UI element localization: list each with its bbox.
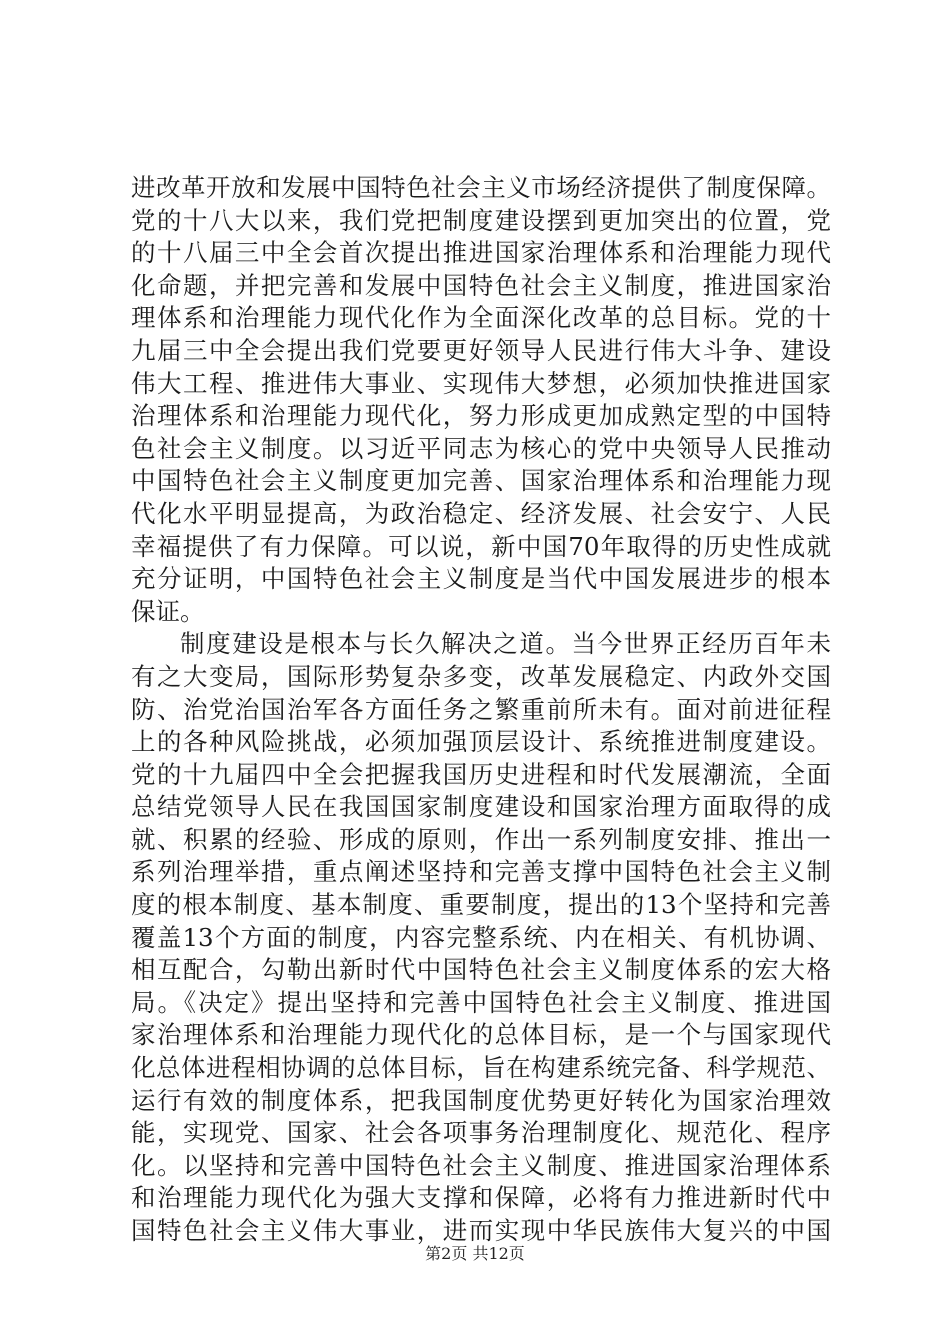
text-line: 就、积累的经验、形成的原则，作出一系列制度安排、推出一 [131,824,831,854]
text-line: 保证。 [131,596,205,626]
text-line: 总结党领导人民在我国国家制度建设和国家治理方面取得的成 [131,792,831,822]
text-line: 有之大变局，国际形势复杂多变，改革发展稳定、内政外交国 [131,661,831,691]
page-number-footer: 第2页 共12页 [425,1244,525,1263]
text-line: 防、治党治国治军各方面任务之繁重前所未有。面对前进征程 [131,694,831,724]
text-line: 运行有效的制度体系，把我国制度优势更好转化为国家治理效 [131,1085,831,1115]
text-line: 伟大工程、推进伟大事业、实现伟大梦想，必须加快推进国家 [131,368,831,398]
text-line: 局。《决定》提出坚持和完善中国特色社会主义制度、推进国 [131,987,831,1017]
text-line: 充分证明，中国特色社会主义制度是当代中国发展进步的根本 [131,564,831,594]
text-line: 制度建设是根本与长久解决之道。当今世界正经历百年未 [180,629,831,659]
text-line: 理体系和治理能力现代化作为全面深化改革的总目标。党的十 [131,303,831,333]
text-line: 九届三中全会提出我们党要更好领导人民进行伟大斗争、建设 [131,335,831,365]
text-line: 中国特色社会主义制度更加完善、国家治理体系和治理能力现 [131,466,831,496]
text-line: 代化水平明显提高，为政治稳定、经济发展、社会安宁、人民 [131,498,831,528]
text-line: 家治理体系和治理能力现代化的总体目标，是一个与国家现代 [131,1020,831,1050]
text-line: 化总体进程相协调的总体目标，旨在构建系统完备、科学规范、 [131,1053,831,1083]
text-line: 党的十八大以来，我们党把制度建设摆到更加突出的位置，党 [131,205,831,235]
text-line: 上的各种风险挑战，必须加强顶层设计、系统推进制度建设。 [131,727,831,757]
text-line: 系列治理举措，重点阐述坚持和完善支撑中国特色社会主义制 [131,857,831,887]
text-line: 度的根本制度、基本制度、重要制度，提出的13个坚持和完善 [131,890,831,920]
text-line: 和治理能力现代化为强大支撑和保障，必将有力推进新时代中 [131,1183,831,1213]
text-line: 幸福提供了有力保障。可以说，新中国70年取得的历史性成就 [131,531,831,561]
text-line: 色社会主义制度。以习近平同志为核心的党中央领导人民推动 [131,433,831,463]
text-line: 化命题，并把完善和发展中国特色社会主义制度，推进国家治 [131,270,831,300]
text-line: 治理体系和治理能力现代化，努力形成更加成熟定型的中国特 [131,401,831,431]
text-line: 化。以坚持和完善中国特色社会主义制度、推进国家治理体系 [131,1150,831,1180]
text-line: 国特色社会主义伟大事业，进而实现中华民族伟大复兴的中国 [131,1216,831,1245]
body-text [131,172,831,1248]
text-line: 相互配合，勾勒出新时代中国特色社会主义制度体系的宏大格 [131,955,831,985]
text-line: 进改革开放和发展中国特色社会主义市场经济提供了制度保障。 [131,173,831,202]
text-line: 覆盖13个方面的制度，内容完整系统、内在相关、有机协调、 [131,922,831,952]
text-line: 的十八届三中全会首次提出推进国家治理体系和治理能力现代 [131,238,831,268]
text-line: 能，实现党、国家、社会各项事务治理制度化、规范化、程序 [131,1118,831,1148]
text-line: 党的十九届四中全会把握我国历史进程和时代发展潮流，全面 [131,759,831,789]
